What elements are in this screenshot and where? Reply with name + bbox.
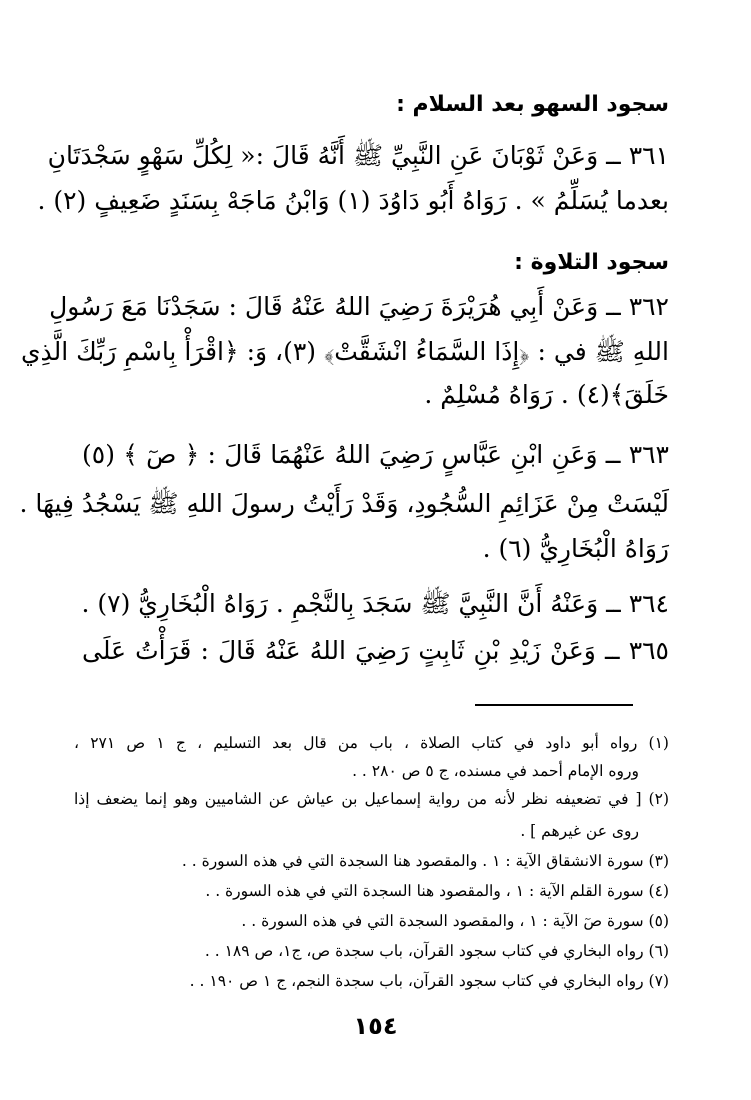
footnote-2-continued: روى عن غيرهم ] . [520,822,639,840]
body-line: ٣٦٣ ــ وَعَنِ ابْنِ عَبَّاسٍ رَضِيَ اللهُ عَنْهُمَا قَالَ : ﴿ صٓ ﴾ (٥) [82,440,669,469]
footnote-2: (٢) [ في تضعيفه نظر لأنه من رواية إسماعيل بن عياش عن الشاميين وهو إنما يضعف إذا [74,790,669,808]
body-line: ٣٦١ ــ وَعَنْ ثَوْبَانَ عَنِ النَّبِيِّ ﷺ أَنَّهُ قَالَ :« لِكُلِّ سَهْوٍ سَجْدَتَانِ [47,141,669,170]
footnote-6: (٦) رواه البخاري في كتاب سجود القرآن، باب سجدة ص، ج١، ص ١٨٩ . . [204,942,669,960]
body-line: ٣٦٢ ــ وَعَنْ أَبِي هُرَيْرَةَ رَضِيَ اللهُ عَنْهُ قَالَ : سَجَدْنَا مَعَ رَسُولِ [49,292,669,321]
footnote-3: (٣) سورة الانشقاق الآية : ١ . والمقصود هنا السجدة التي في هذه السورة . . [181,852,669,870]
footnote-1-continued: وروه الإمام أحمد في مسنده، ج ٥ ص ٢٨٠ . . [352,762,639,780]
footnote-7: (٧) رواه البخاري في كتاب سجود القرآن، باب سجدة النجم، ج ١ ص ١٩٠ . . [189,972,669,990]
body-line: ٣٦٤ ــ وَعَنْهُ أَنَّ النَّبِيَّ ﷺ سَجَدَ بِالنَّجْمِ . رَوَاهُ الْبُخَارِيُّ (٧) . [81,589,669,618]
body-line: ٣٦٥ ــ وَعَنْ زَيْدِ بْنِ ثَابِتٍ رَضِيَ اللهُ عَنْهُ قَالَ : قَرَأْتُ عَلَى [82,636,669,665]
footnote-separator [475,704,633,706]
footnote-5: (٥) سورة صٓ الآية : ١ ، والمقصود السجدة التي في هذه السورة . . [241,912,669,930]
footnote-1: (١) رواه أبو داود في كتاب الصلاة ، باب من قال بعد التسليم ، ج ١ ص ٢٧١ ، [74,734,669,752]
body-line: لَيْسَتْ مِنْ عَزَائِمِ السُّجُودِ، وَقَدْ رَأَيْتُ رسولَ اللهِ ﷺ يَسْجُدُ فِيهَا . [19,489,669,518]
body-line: بعدما يُسَلِّمُ » . رَوَاهُ أَبُو دَاوُدَ (١) وَابْنُ مَاجَهْ بِسَنَدٍ ضَعِيفٍ (٢) . [37,186,669,215]
body-line: رَوَاهُ الْبُخَارِيُّ (٦) . [482,534,669,563]
body-line: خَلَقَ﴾(٤) . رَوَاهُ مُسْلِمٌ . [424,380,669,409]
section-heading-sahw: سجود السهو بعد السلام : [396,92,669,117]
page-number: ١٥٤ [353,1012,398,1040]
section-heading-tilawa: سجود التلاوة : [514,250,669,275]
footnote-4: (٤) سورة القلم الآية : ١ ، والمقصود هنا السجدة التي في هذه السورة . . [205,882,669,900]
body-line: اللهِ ﷺ في : ﴿إِذَا السَّمَاءُ انْشَقَّتْ﴾ (٣)، وَ: ﴿اقْرَأْ بِاسْمِ رَبِّكَ الَّذِي [20,337,669,366]
